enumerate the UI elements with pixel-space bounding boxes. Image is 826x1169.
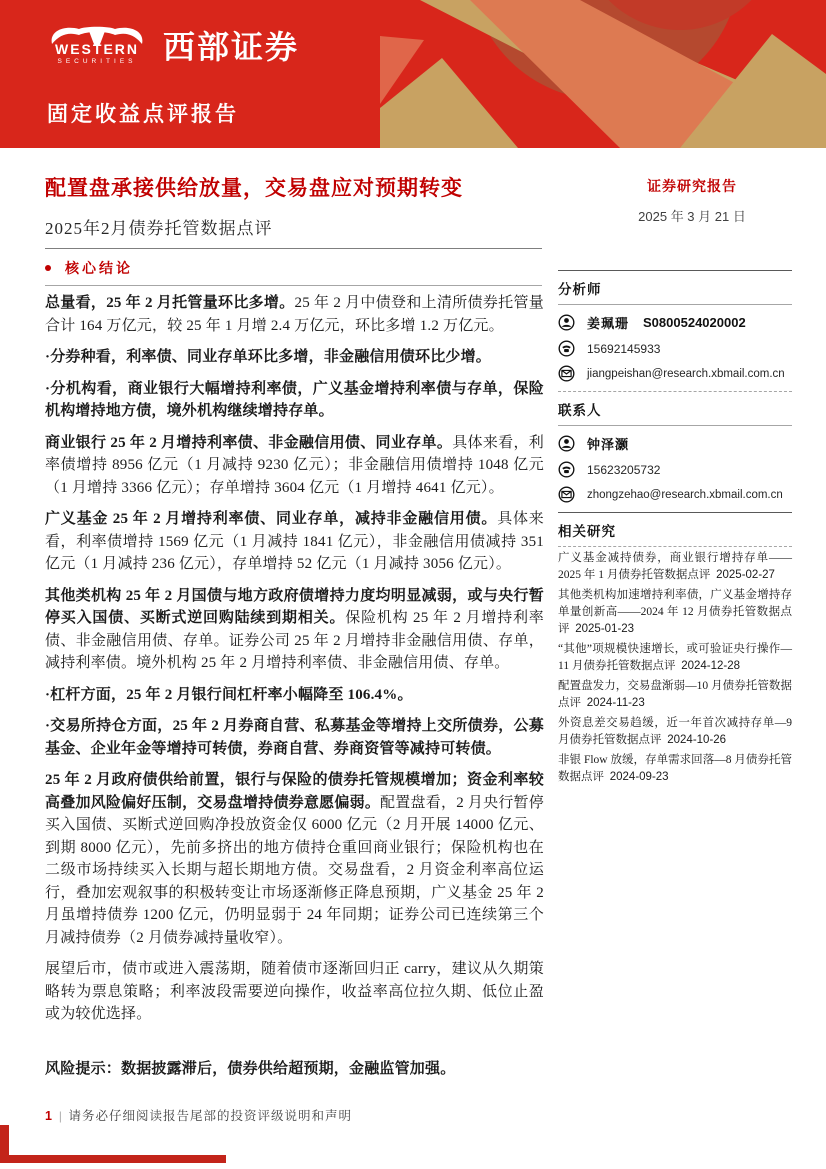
page-subtitle: 2025年2月债券托管数据点评 — [45, 219, 273, 238]
brand-logo — [45, 22, 299, 68]
related-research-item — [558, 678, 792, 712]
related-research-item — [558, 641, 792, 675]
related-research-item — [558, 550, 792, 584]
contact-email-row — [558, 486, 792, 503]
body-paragraph — [45, 684, 544, 707]
report-body — [45, 292, 544, 1089]
sidebar — [558, 270, 792, 786]
contact-phone-row — [558, 461, 792, 478]
body-paragraph — [45, 292, 544, 337]
page-number: 1 — [45, 1109, 53, 1123]
report-meta — [592, 176, 792, 225]
body-text: 25 年 2 月中债登和上清所债券托管量合计 164 万亿元，较 25 年 1 月增 2.4 万亿元，环比多增 1.2 万亿元。 — [45, 295, 544, 334]
core-conclusion-heading — [45, 258, 133, 278]
body-paragraph — [45, 769, 544, 949]
related-research-date: 2024-09-23 — [609, 771, 669, 783]
analyst-heading: 分析师 — [558, 282, 602, 297]
report-type-label: 固定收益点评报告 — [47, 102, 239, 126]
analyst-heading-divider — [558, 304, 792, 305]
bullet-dot-icon — [45, 265, 51, 271]
body-text: 保险机构 25 年 2 月增持利率债、非金融信用债、存单。证券公司 25 年 2 月增持非金融信用债、存单，减持利率债。境外机构 25 年 2 月增持利率债、非金融信用债、存单。 — [45, 610, 544, 671]
body-text: 具体来看，利率债增持 8956 亿元（1 月减持 9230 亿元）；非金融信用债增持 1048 亿元（1 月增持 3366 亿元）；存单增持 3604 亿元（1 月增持 4641 亿元）。 — [45, 434, 545, 496]
related-research-item — [558, 715, 792, 749]
related-research-title: “其他”项规模快速增长，或可验证央行操作—11 月债券托管数据点评 — [558, 643, 792, 672]
analyst-email: jiangpeishan@research.xbmail.com.cn — [587, 367, 785, 380]
phone-icon — [558, 340, 575, 357]
related-research-item — [558, 752, 792, 786]
body-text: 具体来看，利率债增持 1569 亿元（1 月减持 1841 亿元），非金融信用债减持 351 亿元（1 月减持 236 亿元），存单增持 52 亿元（1 月减持 3056 亿元）。 — [45, 511, 544, 572]
related-research-date: 2025-02-27 — [716, 569, 775, 581]
contact-name: 钟泽灏 — [587, 437, 630, 452]
related-research-title: 其他类机构加速增持利率债，广义基金增持存单量创新高——2024 年 12 月债券托管数据点评 — [558, 589, 792, 635]
report-label: 证券研究报告 — [647, 180, 737, 195]
body-text-bold: 风险提示：数据披露滞后，债券供给超预期，金融监管加强。 — [45, 1060, 456, 1077]
contact-email: zhongzehao@research.xbmail.com.cn — [587, 488, 783, 501]
body-paragraph — [45, 1058, 544, 1081]
contact-phone: 15623205732 — [587, 462, 661, 477]
related-research-date: 2025-01-23 — [575, 623, 635, 635]
related-research-title: 广义基金减持债券，商业银行增持存单——2025 年 1 月债券托管数据点评 — [558, 552, 792, 581]
contact-heading: 联系人 — [558, 403, 602, 418]
body-paragraph — [45, 508, 544, 576]
logo-text-cn: 西部证券 — [163, 29, 300, 65]
email-icon — [558, 486, 575, 503]
body-paragraph — [45, 378, 544, 423]
person-icon — [558, 314, 575, 331]
footer-disclaimer — [45, 1106, 352, 1124]
logo-text-western: WESTERN — [55, 41, 139, 57]
analyst-code: S0800524020002 — [643, 315, 746, 330]
related-heading-divider — [558, 546, 792, 547]
analyst-phone-row — [558, 340, 792, 357]
core-heading-divider — [45, 285, 542, 286]
phone-icon — [558, 461, 575, 478]
related-research-heading: 相关研究 — [558, 524, 616, 539]
body-text-bold: ·分券种看，利率债、同业存单环比多增，非金融信用债环比少增。 — [45, 349, 492, 365]
email-icon — [558, 365, 575, 382]
core-conclusion-label: 核心结论 — [65, 262, 133, 277]
body-text: 配置盘看，2 月央行暂停买入国债、买断式逆回购净投放资金仅 6000 亿元（2 月开展 14000 亿元、到期 8000 亿元），先前多挤出的地方债持仓重回商业银行；保险机构也在二级市场持续买入长期与超长期地方债。交易盘看，2 月资金利率高位运行，叠加宏观叙事的积极转变让市场逐渐修正降息预期，广义基金 25 年 2 月虽增持债券 1200 亿元，仍明显弱于 24 年同期；证券公司已连续第三个月减持债券（2 月债券减持量收窄）。 — [45, 794, 544, 946]
body-paragraph — [45, 585, 544, 675]
report-date: 2025 年 3 月 21 日 — [638, 209, 746, 224]
body-text-bold: ·杠杆方面，25 年 2 月银行间杠杆率小幅降至 106.4%。 — [45, 686, 413, 703]
related-research-title: 配置盘发力，交易盘渐弱—10 月债券托管数据点评 — [558, 680, 792, 709]
body-text-bold: 广义基金 25 年 2 月增持利率债、同业存单，减持非金融信用债。 — [45, 511, 498, 527]
analyst-email-row — [558, 365, 792, 382]
body-text: 展望后市，债市或进入震荡期，随着债市逐渐回归正 carry，建议从久期策略转为票息策略；利率波段需要逆向操作，收益率高位拉久期、低位止盈或为较优选择。 — [45, 961, 544, 1022]
analyst-name-row — [558, 313, 792, 332]
corner-accent-horizontal — [0, 1155, 226, 1163]
footer-separator: | — [58, 1109, 63, 1123]
related-research-date: 2024-11-23 — [586, 697, 645, 709]
body-text-bold: ·分机构看，商业银行大幅增持利率债，广义基金增持利率债与存单，保险机构增持地方债，境外机构继续增持存单。 — [45, 380, 544, 419]
body-text-bold: ·交易所持仓方面，25 年 2 月券商自营、私募基金等增持上交所债券，公募基金、企业年金等增持可转债，券商自营、券商资管等减持可转债。 — [45, 718, 544, 757]
page-title: 配置盘承接供给放量，交易盘应对预期转变 — [45, 176, 463, 200]
logo-text-securities: SECURITIES — [57, 58, 137, 65]
related-research-date: 2024-10-26 — [667, 734, 727, 746]
body-text-bold: 25 年 2 月政府债供给前置，银行与保险的债券托管规模增加；资金利率较高叠加风险偏好压制，交易盘增持债券意愿偏弱。 — [45, 772, 544, 811]
body-text-bold: 商业银行 25 年 2 月增持利率债、非金融信用债、同业存单。 — [45, 434, 453, 451]
body-text-bold: 总量看，25 年 2 月托管量环比多增。 — [45, 295, 295, 311]
body-paragraph — [45, 432, 544, 500]
body-text-bold: 其他类机构 25 年 2 月国债与地方政府债增持力度均明显减弱，或与央行暂停买入国债、买断式逆回购陆续到期相关。 — [45, 587, 544, 626]
analyst-name: 姜珮珊 — [587, 316, 630, 331]
analyst-phone: 15692145933 — [587, 341, 661, 356]
body-paragraph — [45, 958, 544, 1026]
top-banner — [0, 0, 826, 148]
contact-heading-divider — [558, 425, 792, 426]
body-paragraph — [45, 715, 544, 760]
related-research-date: 2024-12-28 — [681, 660, 741, 672]
related-research-item — [558, 587, 792, 638]
related-research-title: 外资息差交易趋缓，近一年首次减持存单—9 月债券托管数据点评 — [558, 717, 792, 746]
body-paragraph — [45, 346, 544, 369]
contact-name-row — [558, 434, 792, 453]
subtitle-divider — [45, 248, 542, 249]
person-icon — [558, 435, 575, 452]
footer-disclaimer-text: 请务必仔细阅读报告尾部的投资评级说明和声明 — [68, 1109, 352, 1123]
related-research-title: 非银 Flow 放缓，存单需求回落—8 月债券托管数据点评 — [558, 754, 792, 783]
bull-logo-icon — [45, 25, 149, 65]
banner-decoration — [380, 0, 826, 148]
related-research-list — [558, 550, 792, 786]
